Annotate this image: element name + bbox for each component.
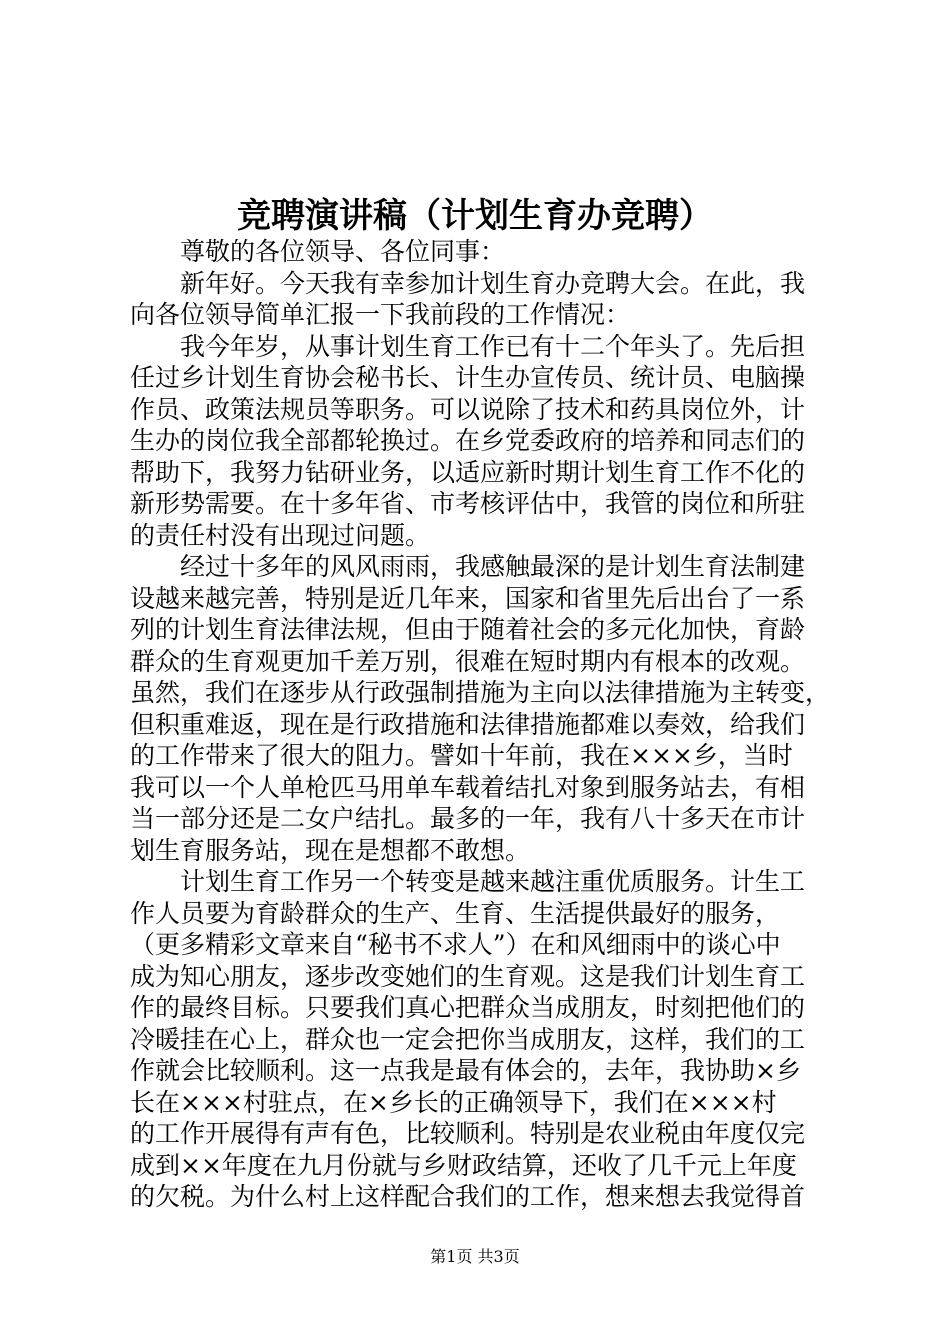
text-line: 作人员要为育龄群众的生产、生育、生活提供最好的服务， bbox=[130, 898, 781, 928]
text-line: 成为知心朋友，逐步改变她们的生育观。这是我们计划生育工 bbox=[130, 961, 806, 991]
text-line: 虽然，我们在逐步从行政强制措施为主向以法律措施为主转变， bbox=[130, 678, 831, 707]
text-line: 作就会比较顺利。这一点我是最有体会的，去年，我协助×乡 bbox=[130, 1056, 801, 1085]
text-line: 但积重难返，现在是行政措施和法律措施都难以奏效，给我们 bbox=[130, 709, 806, 739]
text-line: 的工作带来了很大的阻力。譬如十年前，我在×××乡，当时 bbox=[130, 741, 793, 770]
document-body bbox=[130, 236, 830, 1213]
text-line: 尊敬的各位领导、各位同事： bbox=[180, 237, 506, 266]
text-line: 计划生育工作另一个转变是越来越注重优质服务。计生工 bbox=[180, 867, 806, 896]
text-line: 帮助下，我努力钻研业务，以适应新时期计划生育工作不化的 bbox=[130, 457, 806, 487]
text-line: 成到××年度在九月份就与乡财政结算，还收了几千元上年度 bbox=[130, 1150, 797, 1180]
document-title: 竞聘演讲稿（计划生育办竞聘） bbox=[237, 196, 713, 236]
text-line: 任过乡计划生育协会秘书长、计生办宣传员、统计员、电脑操 bbox=[130, 363, 806, 392]
text-line: 的欠税。为什么村上这样配合我们的工作，想来想去我觉得首 bbox=[130, 1182, 806, 1211]
text-line: 列的计划生育法律法规，但由于随着社会的多元化加快，育龄 bbox=[130, 615, 806, 644]
text-line: 当一部分还是二女户结扎。最多的一年，我有八十多天在市计 bbox=[130, 804, 806, 833]
text-line: 长在×××村驻点，在×乡长的正确领导下，我们在×××村 bbox=[130, 1087, 777, 1117]
text-line: 的工作开展得有声有色，比较顺利。特别是农业税由年度仅完 bbox=[130, 1119, 806, 1148]
text-line: 向各位领导简单汇报一下我前段的工作情况： bbox=[130, 300, 631, 329]
text-line: 的责任村没有出现过问题。 bbox=[130, 520, 431, 550]
page-footer: 第1页 共3页 bbox=[430, 1247, 520, 1266]
text-line: 新年好。今天我有幸参加计划生育办竞聘大会。在此，我 bbox=[180, 268, 806, 298]
text-line: 作员、政策法规员等职务。可以说除了技术和药具岗位外，计 bbox=[130, 394, 806, 424]
text-line: 群众的生育观更加千差万别，很难在短时期内有根本的改观。 bbox=[130, 646, 806, 676]
text-line: 冷暖挂在心上，群众也一定会把你当成朋友，这样，我们的工 bbox=[130, 1024, 806, 1054]
text-line: 生办的岗位我全部都轮换过。在乡党委政府的培养和同志们的 bbox=[130, 426, 806, 455]
text-line: 划生育服务站，现在是想都不敢想。 bbox=[130, 835, 531, 865]
text-line: 我可以一个人单枪匹马用单车载着结扎对象到服务站去，有相 bbox=[130, 772, 806, 802]
text-line: 我今年岁，从事计划生育工作已有十二个年头了。先后担 bbox=[180, 331, 806, 361]
text-line: 新形势需要。在十多年省、市考核评估中，我管的岗位和所驻 bbox=[130, 489, 806, 518]
text-line: 作的最终目标。只要我们真心把群众当成朋友，时刻把他们的 bbox=[130, 993, 806, 1022]
text-line: 设越来越完善，特别是近几年来，国家和省里先后出台了一系 bbox=[130, 583, 806, 613]
text-line: （更多精彩文章来自“秘书不求人”）在和风细雨中的谈心中 bbox=[130, 930, 781, 959]
text-line: 经过十多年的风风雨雨，我感触最深的是计划生育法制建 bbox=[180, 552, 806, 581]
